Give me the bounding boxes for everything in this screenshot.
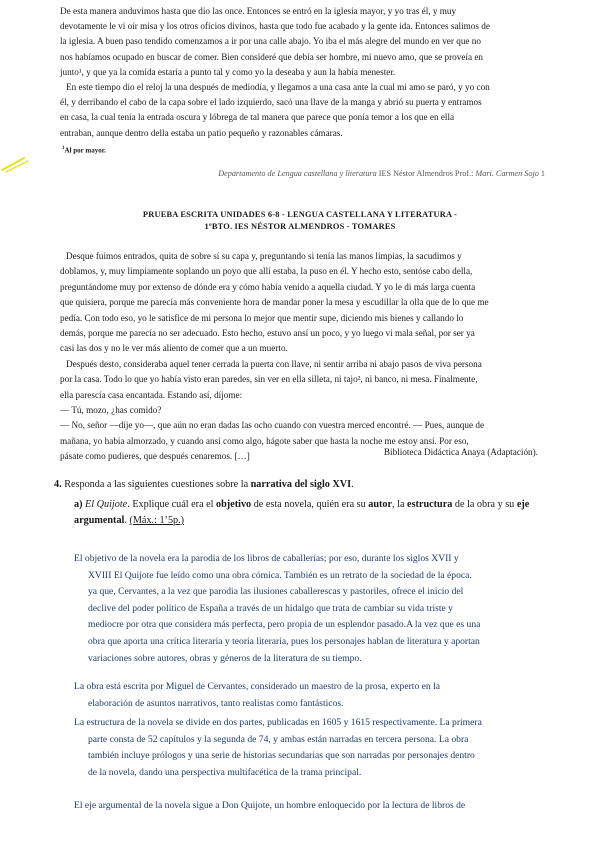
passage-line: que quisiera, porque me parecía más conveniente hora de mandar poner la mesa y escudillar la olla que de lo que me — [60, 297, 489, 308]
passage-line: pedía. Con todo eso, yo le satisfice de mi persona lo mejor que mentir supe, diciendo mis bienes y callando lo — [60, 312, 464, 323]
subquestion-segment: (Máx.: 1’5p.) — [129, 515, 185, 526]
page-footer — [140, 169, 545, 178]
answer-line: La obra está escrita por Miguel de Cervantes, considerado un maestro de la prosa, experto en la — [74, 681, 441, 692]
passage-line: junto¹, y que ya la comida estaría a punto tal y como yo la deseaba y aun la había menester. — [60, 66, 396, 77]
question-prompt: Responda a las siguientes cuestiones sobre la — [64, 479, 251, 490]
passage-line: él, y derribando el cabo de la capa sobre el lado izquierdo, sacó una llave de la manga y abrió su puerta y entramos — [60, 97, 482, 108]
answer-line: elaboración de asuntos narrativos, tanto realistas como fantásticos. — [88, 697, 344, 709]
exam-header — [60, 209, 540, 233]
dialogue-line: — No, señor —dije yo—, que aún no eran dadas las ocho cuando con vuestra merced encontré. — Pues, aunque de — [60, 420, 485, 431]
answer-line: mediocre por otra que considera más perfecta, pero propia de un esplendor pasado.A la vez que es una — [88, 619, 481, 631]
passage-line: mañana, yo había almorzado, y cuando ansí como algo, hágote saber que hasta la noche me estoy ansí. Por eso, — [60, 435, 469, 446]
passage-line: la iglesia. A buen paso tendido comenzamos a ir por una calle abajo. Yo iba el más alegre del mundo en ver que no — [60, 36, 481, 47]
answer-line: declive del poder político de España a través de un hidalgo que trata de cambiar su vida triste y — [88, 602, 453, 614]
question-topic: narrativa del siglo XVI — [250, 479, 352, 490]
source-citation: Biblioteca Didáctica Anaya (Adaptación). — [383, 447, 538, 457]
passage-line: Desque fuimos entrados, quita de sobre sí su capa y, preguntando si tenía las manos limpias, la sacudimos y — [66, 251, 462, 261]
subquestion-segment: objetivo — [216, 499, 252, 510]
highlighter-stroke — [0, 152, 30, 176]
answer-line: ya que, Cervantes, a la vez que parodia las ilusiones caballerescas y pastoriles, ofrece el inicio del — [88, 586, 464, 598]
passage-line: De esta manera anduvimos hasta que dio las once. Entonces se entró en la iglesia mayor, y yo tras él, y muy — [60, 6, 457, 16]
dialogue-line: — Tú, mozo, ¿has comido? — [60, 405, 162, 416]
question-end: . — [351, 479, 354, 490]
exam-header-line1: PRUEBA ESCRITA UNIDADES 6-8 - LENGUA CASTELLANA Y LITERATURA - — [142, 210, 458, 219]
footer-teacher: Mari. Carmen Sojo — [475, 169, 539, 178]
top-passage — [60, 4, 540, 141]
answer-objective — [74, 551, 552, 667]
footer-department: Departamento de Lengua castellana y literatura — [218, 169, 377, 178]
passage-line: nos habíamos ocupado en buscar de comer. Bien consideré que debía ser hombre, mi nuevo amo, que se proveía en — [60, 51, 484, 62]
answer-structure — [74, 715, 552, 781]
subquestion-segment: de esta novela, quién era su — [251, 499, 369, 510]
subquestion-segment: eje argumental — [74, 499, 530, 526]
question-heading — [54, 479, 354, 490]
passage-line: demás, porque me parecía no ser adecuado. Esto hecho, estuvo ansí un poco, y yo luego vi mala señal, por ser ya — [60, 328, 475, 339]
passage-line: preguntándome muy por extenso de dónde era y cómo había venido a aquella ciudad. Y yo le di más larga cuenta — [60, 281, 476, 292]
footnote-text: Al por mayor. — [64, 146, 106, 155]
question-number: 4. — [54, 479, 62, 490]
subquestion-segment: estructura — [407, 499, 453, 510]
answer-line: parte consta de 52 capítulos y la segunda de 74, y ambas están narradas en tercera persona. La obra — [88, 733, 469, 745]
passage-line: entraban, aunque dentro della estaba un patio pequeño y razonables cámaras. — [60, 127, 343, 138]
subquestion-segment: autor — [368, 499, 393, 510]
subquestion-segment: . Explique cuál era el — [127, 499, 217, 510]
answer-line: XVIII El Quijote fue leído como una obra cómica. También es un retrato de la sociedad de la época. — [88, 569, 472, 581]
answer-plot — [74, 798, 552, 815]
subquestion-segment: , la — [392, 499, 408, 510]
passage-line: pásate como pudieres, que después cenaremos. […] — [60, 451, 250, 462]
subquestion-a — [74, 497, 534, 529]
passage-line: devotamente le vi oír misa y los otros oficios divinos, hasta que todo fue acabado y la gente ida. Entonces salimos de — [60, 21, 490, 32]
exam-header-line2: 1ºBTO. IES NÉSTOR ALMENDROS - TOMARES — [204, 222, 396, 231]
footnote — [62, 146, 106, 154]
answer-line: variaciones sobre autores, obras y géneros de la literatura de su tiempo. — [88, 652, 362, 664]
answer-line: obra que aporta una crítica literaria y teoría literaria, pues los personajes hablan de literatura y aportan — [88, 635, 480, 647]
passage-line: casi las dos y no le ver más aliento de comer que a un muerto. — [60, 343, 288, 354]
passage-line: doblamos, y, muy limpiamente soplando un poyo que allí estaba, la puso en él. Y hecho esto, sentóse cabo della, — [60, 266, 473, 277]
passage-line: En este tiempo dio el reloj la una después de mediodía, y llegamos a una casa ante la cual mi amo se paró, y yo con — [66, 82, 490, 93]
passage-line: ella parescía casa encantada. Estando así, díjome: — [60, 389, 243, 400]
subquestion-label: a) — [74, 499, 83, 510]
passage-line: Después desto, consideraba aquel tener cerrada la puerta con llave, ni sentir arriba ni abajo pasos de viva persona — [66, 358, 482, 369]
passage-line: por la casa. Todo lo que yo había visto eran paredes, sin ver en ella silleta, ni tajo², ni banco, ni mesa. Finalmente, — [60, 374, 478, 385]
subquestion-segment: El Quijote — [85, 499, 128, 510]
answer-line: de la novela, dando una perspectiva multifacética de la trama principal. — [88, 766, 362, 778]
answer-line: también incluye prólogos y una serie de historias secundarias que son narradas por personajes dentro — [88, 750, 475, 762]
answer-author — [74, 679, 552, 712]
subquestion-text — [74, 499, 529, 526]
subquestion-segment: de la obra y su — [452, 499, 517, 510]
footnote-marker: 1 — [62, 146, 65, 151]
footer-school: IES Néstor Almendros Prof.: — [378, 169, 476, 178]
passage-line: en casa, la cual tenía la entrada oscura y lóbrega de tal manera que parece que ponía temor a los que en ella — [60, 112, 455, 123]
answer-line: La estructura de la novela se divide en dos partes, publicadas en 1605 y 1615 respectivamente. La primera — [74, 717, 482, 728]
subquestion-segment: . — [124, 515, 130, 526]
page-number: 1 — [540, 169, 545, 178]
answer-line: El eje argumental de la novela sigue a Don Quijote, un hombre enloquecido por la lectura de libros de — [74, 800, 466, 811]
lazarillo-passage — [60, 249, 540, 465]
answer-line: El objetivo de la novela era la parodia de los libros de caballerías; por eso, durante los siglos XVII y — [74, 553, 459, 564]
